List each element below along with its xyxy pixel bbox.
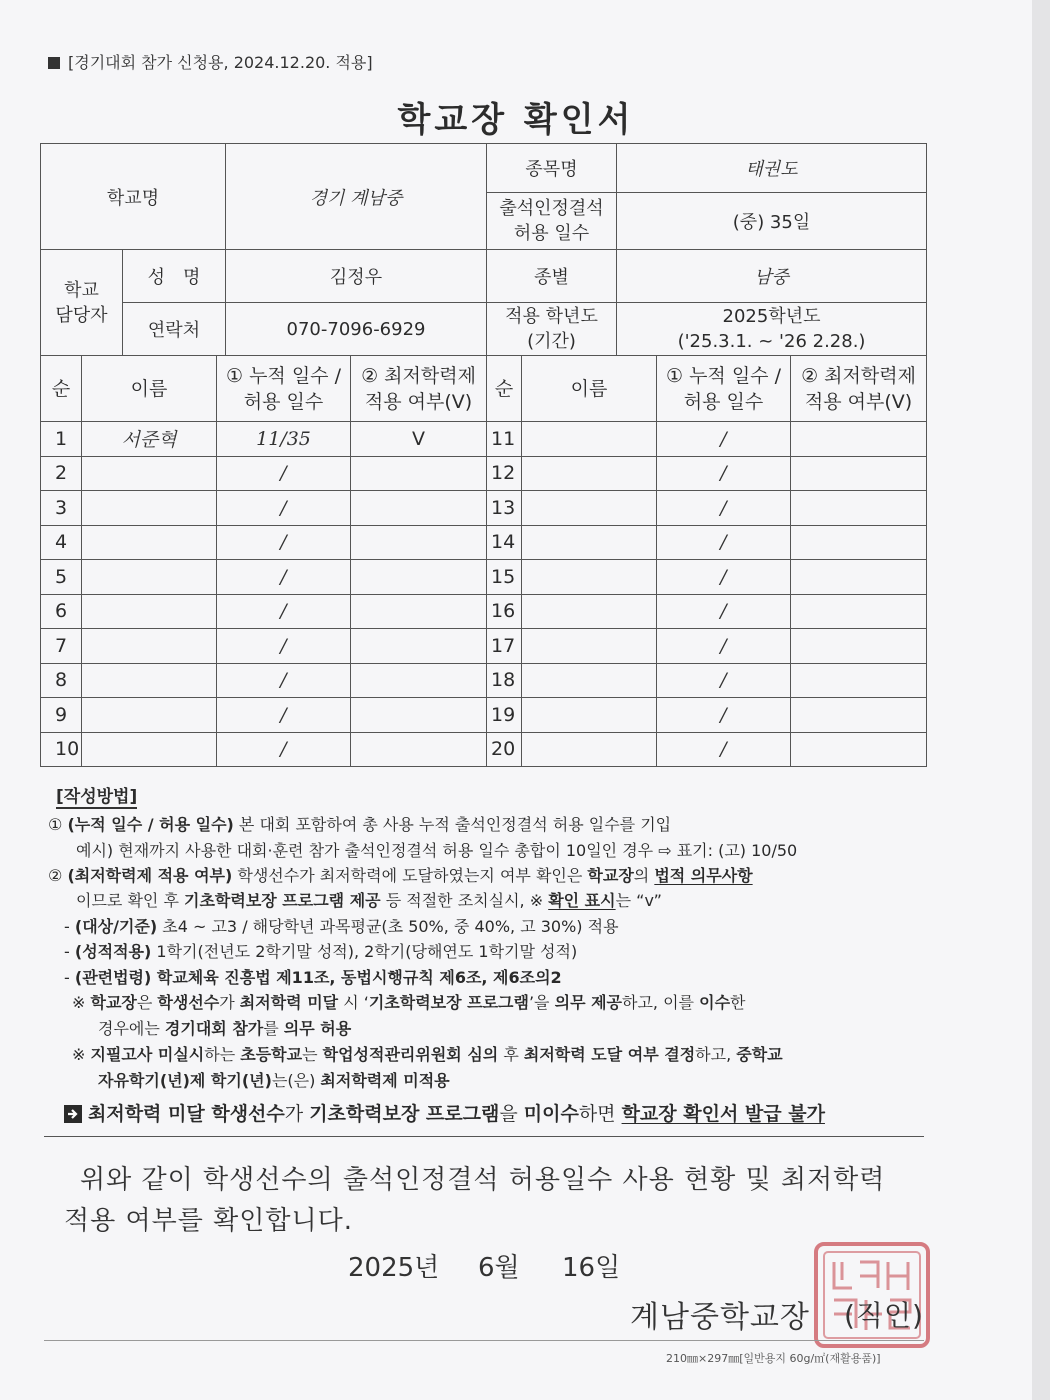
table-row xyxy=(41,732,927,767)
student-name-cell[interactable] xyxy=(82,732,217,767)
applied-year-value-line1: 2025학년도 xyxy=(722,306,821,327)
guide-marker: ① xyxy=(48,815,63,834)
applied-year-value xyxy=(617,303,927,356)
student-name-cell[interactable] xyxy=(82,698,217,733)
guide-text: 후 xyxy=(498,1045,524,1064)
row-number-cell: 10 xyxy=(41,732,82,767)
event-label: 종목명 xyxy=(487,144,617,193)
cumulative-days-cell[interactable]: / xyxy=(657,456,791,491)
guide-final-notice xyxy=(64,1104,825,1124)
guide-bold: 최저학력제 미적용 xyxy=(320,1071,450,1090)
guide-bold: 중학교 xyxy=(736,1045,783,1064)
guide-text: 이므로 확인 후 xyxy=(76,891,184,910)
student-name-cell[interactable] xyxy=(82,525,217,560)
cumulative-days-cell[interactable]: / xyxy=(657,560,791,595)
guide-bold: 학교장 확인서 발급 불가 xyxy=(621,1103,825,1125)
principal-signature: 계남중학교장 xyxy=(630,1300,810,1335)
guide-text: 1학기(전년도 2학기말 성적), 2학기(당해연도 1학기말 성적) xyxy=(151,942,578,961)
manager-label-line2: 담당자 xyxy=(55,304,108,326)
guide-dash: - xyxy=(64,968,70,987)
guide-bold: 의무 허용 xyxy=(283,1019,352,1038)
row-number-cell: 17 xyxy=(487,629,522,664)
student-name-cell[interactable] xyxy=(82,663,217,698)
row-number-cell: 2 xyxy=(41,456,82,491)
row-number-cell: 18 xyxy=(487,663,522,698)
guide-line-8 xyxy=(72,993,746,1013)
divider-line xyxy=(44,1136,924,1137)
cumulative-days-cell[interactable]: / xyxy=(217,629,351,664)
guide-bold: 확인 표시 xyxy=(548,891,616,910)
row-number-cell: 4 xyxy=(41,525,82,560)
guide-bold: 학업성적관리위원회 심의 xyxy=(322,1045,499,1064)
min-academic-check-cell[interactable] xyxy=(791,491,927,526)
guide-bold: (성적적용) xyxy=(74,942,152,961)
guide-text: 하는 xyxy=(204,1045,241,1064)
row-number-cell: 11 xyxy=(487,422,522,457)
seal-label: (직인) xyxy=(844,1299,924,1332)
student-name-cell[interactable] xyxy=(82,629,217,664)
footer-divider xyxy=(44,1340,924,1341)
guide-bold: 의무 제공 xyxy=(554,993,623,1012)
header-days-left-line2: 허용 일수 xyxy=(243,390,324,413)
guide-text: 가 xyxy=(284,1103,310,1125)
form-usage-label xyxy=(48,50,373,73)
row-number-cell: 15 xyxy=(487,560,522,595)
min-academic-check-cell[interactable] xyxy=(351,594,487,629)
school-name-value: 경기 계남중 xyxy=(226,144,487,250)
guide-line-9 xyxy=(98,1019,351,1039)
cumulative-days-cell[interactable]: / xyxy=(217,456,351,491)
date-day: 16일 xyxy=(562,1253,621,1283)
manager-label-line1: 학교 xyxy=(64,279,99,301)
cumulative-days-cell[interactable]: / xyxy=(657,732,791,767)
statement-line-2: 적용 여부를 확인합니다. xyxy=(64,1206,353,1236)
guide-bold: 법적 의무사항 xyxy=(654,866,753,885)
student-name-cell[interactable] xyxy=(522,525,657,560)
student-name-cell[interactable] xyxy=(522,456,657,491)
row-number-cell: 14 xyxy=(487,525,522,560)
cumulative-days-cell[interactable]: / xyxy=(657,491,791,526)
min-academic-check-cell[interactable] xyxy=(351,698,487,733)
row-number-cell: 6 xyxy=(41,594,82,629)
cumulative-days-cell[interactable]: 11/35 xyxy=(217,422,351,457)
guide-bold: 기초학력보장 프로그램 xyxy=(309,1103,500,1125)
header-days-right-line2: 허용 일수 xyxy=(683,390,764,413)
cumulative-days-cell[interactable]: / xyxy=(217,698,351,733)
guide-text: 를 xyxy=(263,1019,284,1038)
guide-line-3 xyxy=(48,866,753,886)
min-academic-check-cell[interactable] xyxy=(351,525,487,560)
guide-text: 초4 ~ 고3 / 해당학년 과목평균(초 50%, 중 40%, 고 30%) 적용 xyxy=(157,917,619,936)
row-number-cell: 19 xyxy=(487,698,522,733)
row-number-cell: 9 xyxy=(41,698,82,733)
min-academic-check-cell[interactable] xyxy=(791,422,927,457)
row-number-cell: 1 xyxy=(41,422,82,457)
cumulative-days-cell[interactable]: / xyxy=(217,663,351,698)
min-academic-check-cell[interactable] xyxy=(351,629,487,664)
header-days-left-line1: ① 누적 일수 / xyxy=(226,364,341,387)
min-academic-check-cell[interactable] xyxy=(351,732,487,767)
header-min-right xyxy=(791,356,927,422)
guide-dash: - xyxy=(64,917,70,936)
cumulative-days-cell[interactable]: / xyxy=(217,491,351,526)
guide-text: 예시) 현재까지 사용한 대회·훈련 참가 출석인정결석 허용 일수 총합이 10일인 경우 ⇨ 표기: (고) 10/50 xyxy=(76,841,798,860)
guide-text: 경우에는 xyxy=(98,1019,165,1038)
table-row xyxy=(41,629,927,664)
student-name-cell[interactable] xyxy=(522,663,657,698)
manager-name-value: 김정우 xyxy=(226,250,487,303)
guide-bold: (관련법령) 학교체육 진흥법 제11조, 동법시행규칙 제6조, 제6조의2 xyxy=(74,968,562,987)
guide-line-7 xyxy=(64,968,562,988)
cumulative-days-cell[interactable]: / xyxy=(217,594,351,629)
guide-text: 하면 xyxy=(578,1103,622,1125)
min-academic-check-cell[interactable] xyxy=(351,663,487,698)
header-days-left xyxy=(217,356,351,422)
table-row xyxy=(41,422,927,457)
guide-bold: 지필고사 미실시 xyxy=(90,1045,205,1064)
min-academic-check-cell[interactable] xyxy=(791,629,927,664)
guide-bold: 이수 xyxy=(699,993,731,1012)
min-academic-check-cell[interactable] xyxy=(791,594,927,629)
student-name-cell[interactable] xyxy=(82,560,217,595)
guide-line-10 xyxy=(72,1045,783,1065)
guide-line-5 xyxy=(64,917,619,937)
table-row xyxy=(41,525,927,560)
min-academic-check-cell[interactable] xyxy=(791,698,927,733)
manager-name-label: 성 명 xyxy=(123,250,226,303)
guide-line-6 xyxy=(64,942,577,962)
guide-marker: ※ xyxy=(72,1045,86,1064)
guide-text: 는(은) xyxy=(271,1071,321,1090)
allowed-days-label xyxy=(487,193,617,250)
guide-bold: 기초학력보장 프로그램 xyxy=(368,993,529,1012)
header-days-right xyxy=(657,356,791,422)
guide-bold: 미이수 xyxy=(523,1103,579,1125)
cumulative-days-cell[interactable]: / xyxy=(657,594,791,629)
row-number-cell: 7 xyxy=(41,629,82,664)
row-number-cell: 3 xyxy=(41,491,82,526)
cumulative-days-cell[interactable]: / xyxy=(657,525,791,560)
guide-bold: 최저학력 미달 xyxy=(239,993,339,1012)
cumulative-days-cell[interactable]: / xyxy=(657,422,791,457)
student-name-cell[interactable] xyxy=(82,491,217,526)
table-row xyxy=(41,560,927,595)
info-table xyxy=(40,143,927,356)
form-usage-text: [경기대회 참가 신청용, 2024.12.20. 적용] xyxy=(68,53,373,72)
cumulative-days-cell[interactable]: / xyxy=(217,560,351,595)
guide-dash: - xyxy=(64,942,70,961)
guide-title: [작성방법] xyxy=(56,782,137,807)
guide-text: 학생선수가 최저학력에 도달하였는지 여부 확인은 xyxy=(232,866,588,885)
guide-bold: 학생선수 xyxy=(157,993,220,1012)
guide-text: 하고, 이를 xyxy=(622,993,700,1012)
student-name-cell[interactable] xyxy=(522,732,657,767)
guide-text: 은 xyxy=(136,993,158,1012)
min-academic-check-cell[interactable] xyxy=(791,732,927,767)
header-min-left-line2: 적용 여부(V) xyxy=(364,390,473,413)
student-name-cell[interactable] xyxy=(522,629,657,664)
category-value: 남중 xyxy=(617,250,927,303)
guide-bold: (누적 일수 / 허용 일수) xyxy=(67,815,234,834)
date-month: 6월 xyxy=(478,1253,520,1283)
header-no-right: 순 xyxy=(487,356,522,422)
header-min-left xyxy=(351,356,487,422)
cumulative-days-cell[interactable]: / xyxy=(217,525,351,560)
guide-marker: ② xyxy=(48,866,63,885)
guide-bold: 최저학력 도달 여부 결정 xyxy=(523,1045,696,1064)
guide-text: 하고, xyxy=(695,1045,737,1064)
row-number-cell: 5 xyxy=(41,560,82,595)
guide-text: 한 xyxy=(730,993,746,1012)
header-min-right-line1: ② 최저학력제 xyxy=(801,364,916,387)
header-min-right-line2: 적용 여부(V) xyxy=(804,390,913,413)
guide-marker: ※ xyxy=(72,993,86,1012)
guide-line-11 xyxy=(98,1071,450,1091)
guide-text: 을 xyxy=(499,1103,524,1125)
guide-bold: 학교장 xyxy=(587,866,634,885)
table-row xyxy=(41,698,927,733)
min-academic-check-cell[interactable] xyxy=(791,525,927,560)
cumulative-days-cell[interactable]: / xyxy=(657,629,791,664)
guide-bold: 초등학교 xyxy=(240,1045,303,1064)
allowed-days-label-line2: 허용 일수 xyxy=(513,223,590,244)
student-name-cell[interactable] xyxy=(82,456,217,491)
min-academic-check-cell[interactable] xyxy=(351,456,487,491)
contact-value: 070-7096-6929 xyxy=(226,303,487,356)
guide-text: 가 xyxy=(219,993,240,1012)
student-name-cell[interactable] xyxy=(522,491,657,526)
min-academic-check-cell[interactable] xyxy=(351,560,487,595)
guide-text: 의 xyxy=(633,866,655,885)
table-row xyxy=(41,663,927,698)
student-name-cell[interactable] xyxy=(522,594,657,629)
row-number-cell: 8 xyxy=(41,663,82,698)
applied-year-value-line2: ('25.3.1. ~ '26 2.28.) xyxy=(677,331,866,352)
applied-year-label-line1: 적용 학년도 xyxy=(505,306,598,327)
page-edge-shadow xyxy=(1032,0,1050,1400)
event-value: 태권도 xyxy=(617,144,927,193)
header-min-left-line1: ② 최저학력제 xyxy=(361,364,476,387)
student-name-cell[interactable] xyxy=(522,422,657,457)
paper-info: 210㎜×297㎜[일반용지 60g/㎡(재활용품)] xyxy=(666,1352,881,1365)
manager-label xyxy=(41,250,123,356)
allowed-days-label-line1: 출석인정결석 xyxy=(499,198,604,219)
guide-line-2 xyxy=(76,841,797,861)
min-academic-check-cell[interactable]: V xyxy=(351,422,487,457)
applied-year-label-line2: (기간) xyxy=(527,331,576,352)
min-academic-check-cell[interactable] xyxy=(791,456,927,491)
student-table xyxy=(40,355,927,767)
student-name-cell[interactable] xyxy=(522,698,657,733)
guide-text: 등 적절한 조치실시, ※ xyxy=(380,891,549,910)
header-days-right-line1: ① 누적 일수 / xyxy=(666,364,781,387)
guide-text: 는 “v” xyxy=(615,891,662,910)
square-bullet-icon xyxy=(48,57,60,69)
guide-bold: 경기대회 참가 xyxy=(164,1019,264,1038)
guide-bold: 최저학력 미달 학생선수 xyxy=(88,1103,285,1125)
school-name-label: 학교명 xyxy=(41,144,226,250)
guide-bold: 자유학기(년)제 학기(년) xyxy=(98,1071,272,1090)
date-year: 2025년 xyxy=(348,1253,440,1283)
guide-bold: (대상/기준) xyxy=(74,917,158,936)
row-number-cell: 16 xyxy=(487,594,522,629)
student-name-cell[interactable] xyxy=(82,594,217,629)
guide-line-4 xyxy=(76,891,662,911)
student-table-header xyxy=(41,356,927,422)
contact-label: 연락처 xyxy=(123,303,226,356)
guide-bold: 학교장 xyxy=(90,993,137,1012)
row-number-cell: 13 xyxy=(487,491,522,526)
guide-text: 는 xyxy=(302,1045,323,1064)
cumulative-days-cell[interactable]: / xyxy=(217,732,351,767)
min-academic-check-cell[interactable] xyxy=(791,663,927,698)
min-academic-check-cell[interactable] xyxy=(351,491,487,526)
student-name-cell[interactable] xyxy=(522,560,657,595)
allowed-days-value: (중) 35일 xyxy=(617,193,927,250)
table-row xyxy=(41,456,927,491)
cumulative-days-cell[interactable]: / xyxy=(657,663,791,698)
applied-year-label xyxy=(487,303,617,356)
row-number-cell: 20 xyxy=(487,732,522,767)
table-row xyxy=(41,491,927,526)
header-name-right: 이름 xyxy=(522,356,657,422)
boxed-arrow-icon xyxy=(64,1105,82,1123)
guide-text: 시 ‘ xyxy=(338,993,369,1012)
statement-line-1: 위와 같이 학생선수의 출석인정결석 허용일수 사용 현황 및 최저학력 xyxy=(80,1165,886,1195)
guide-bold: 기초학력보장 프로그램 제공 xyxy=(184,891,381,910)
cumulative-days-cell[interactable]: / xyxy=(657,698,791,733)
min-academic-check-cell[interactable] xyxy=(791,560,927,595)
table-row xyxy=(41,594,927,629)
category-label: 종별 xyxy=(487,250,617,303)
header-no-left: 순 xyxy=(41,356,82,422)
guide-text: ’을 xyxy=(528,993,555,1012)
guide-text: 본 대회 포함하여 총 사용 누적 출석인정결석 허용 일수를 기입 xyxy=(233,815,672,834)
document-title: 학교장 확인서 xyxy=(397,100,635,140)
guide-line-1 xyxy=(48,815,671,835)
student-name-cell[interactable]: 서준혁 xyxy=(82,422,217,457)
header-name-left: 이름 xyxy=(82,356,217,422)
guide-bold: (최저학력제 적용 여부) xyxy=(67,866,233,885)
row-number-cell: 12 xyxy=(487,456,522,491)
